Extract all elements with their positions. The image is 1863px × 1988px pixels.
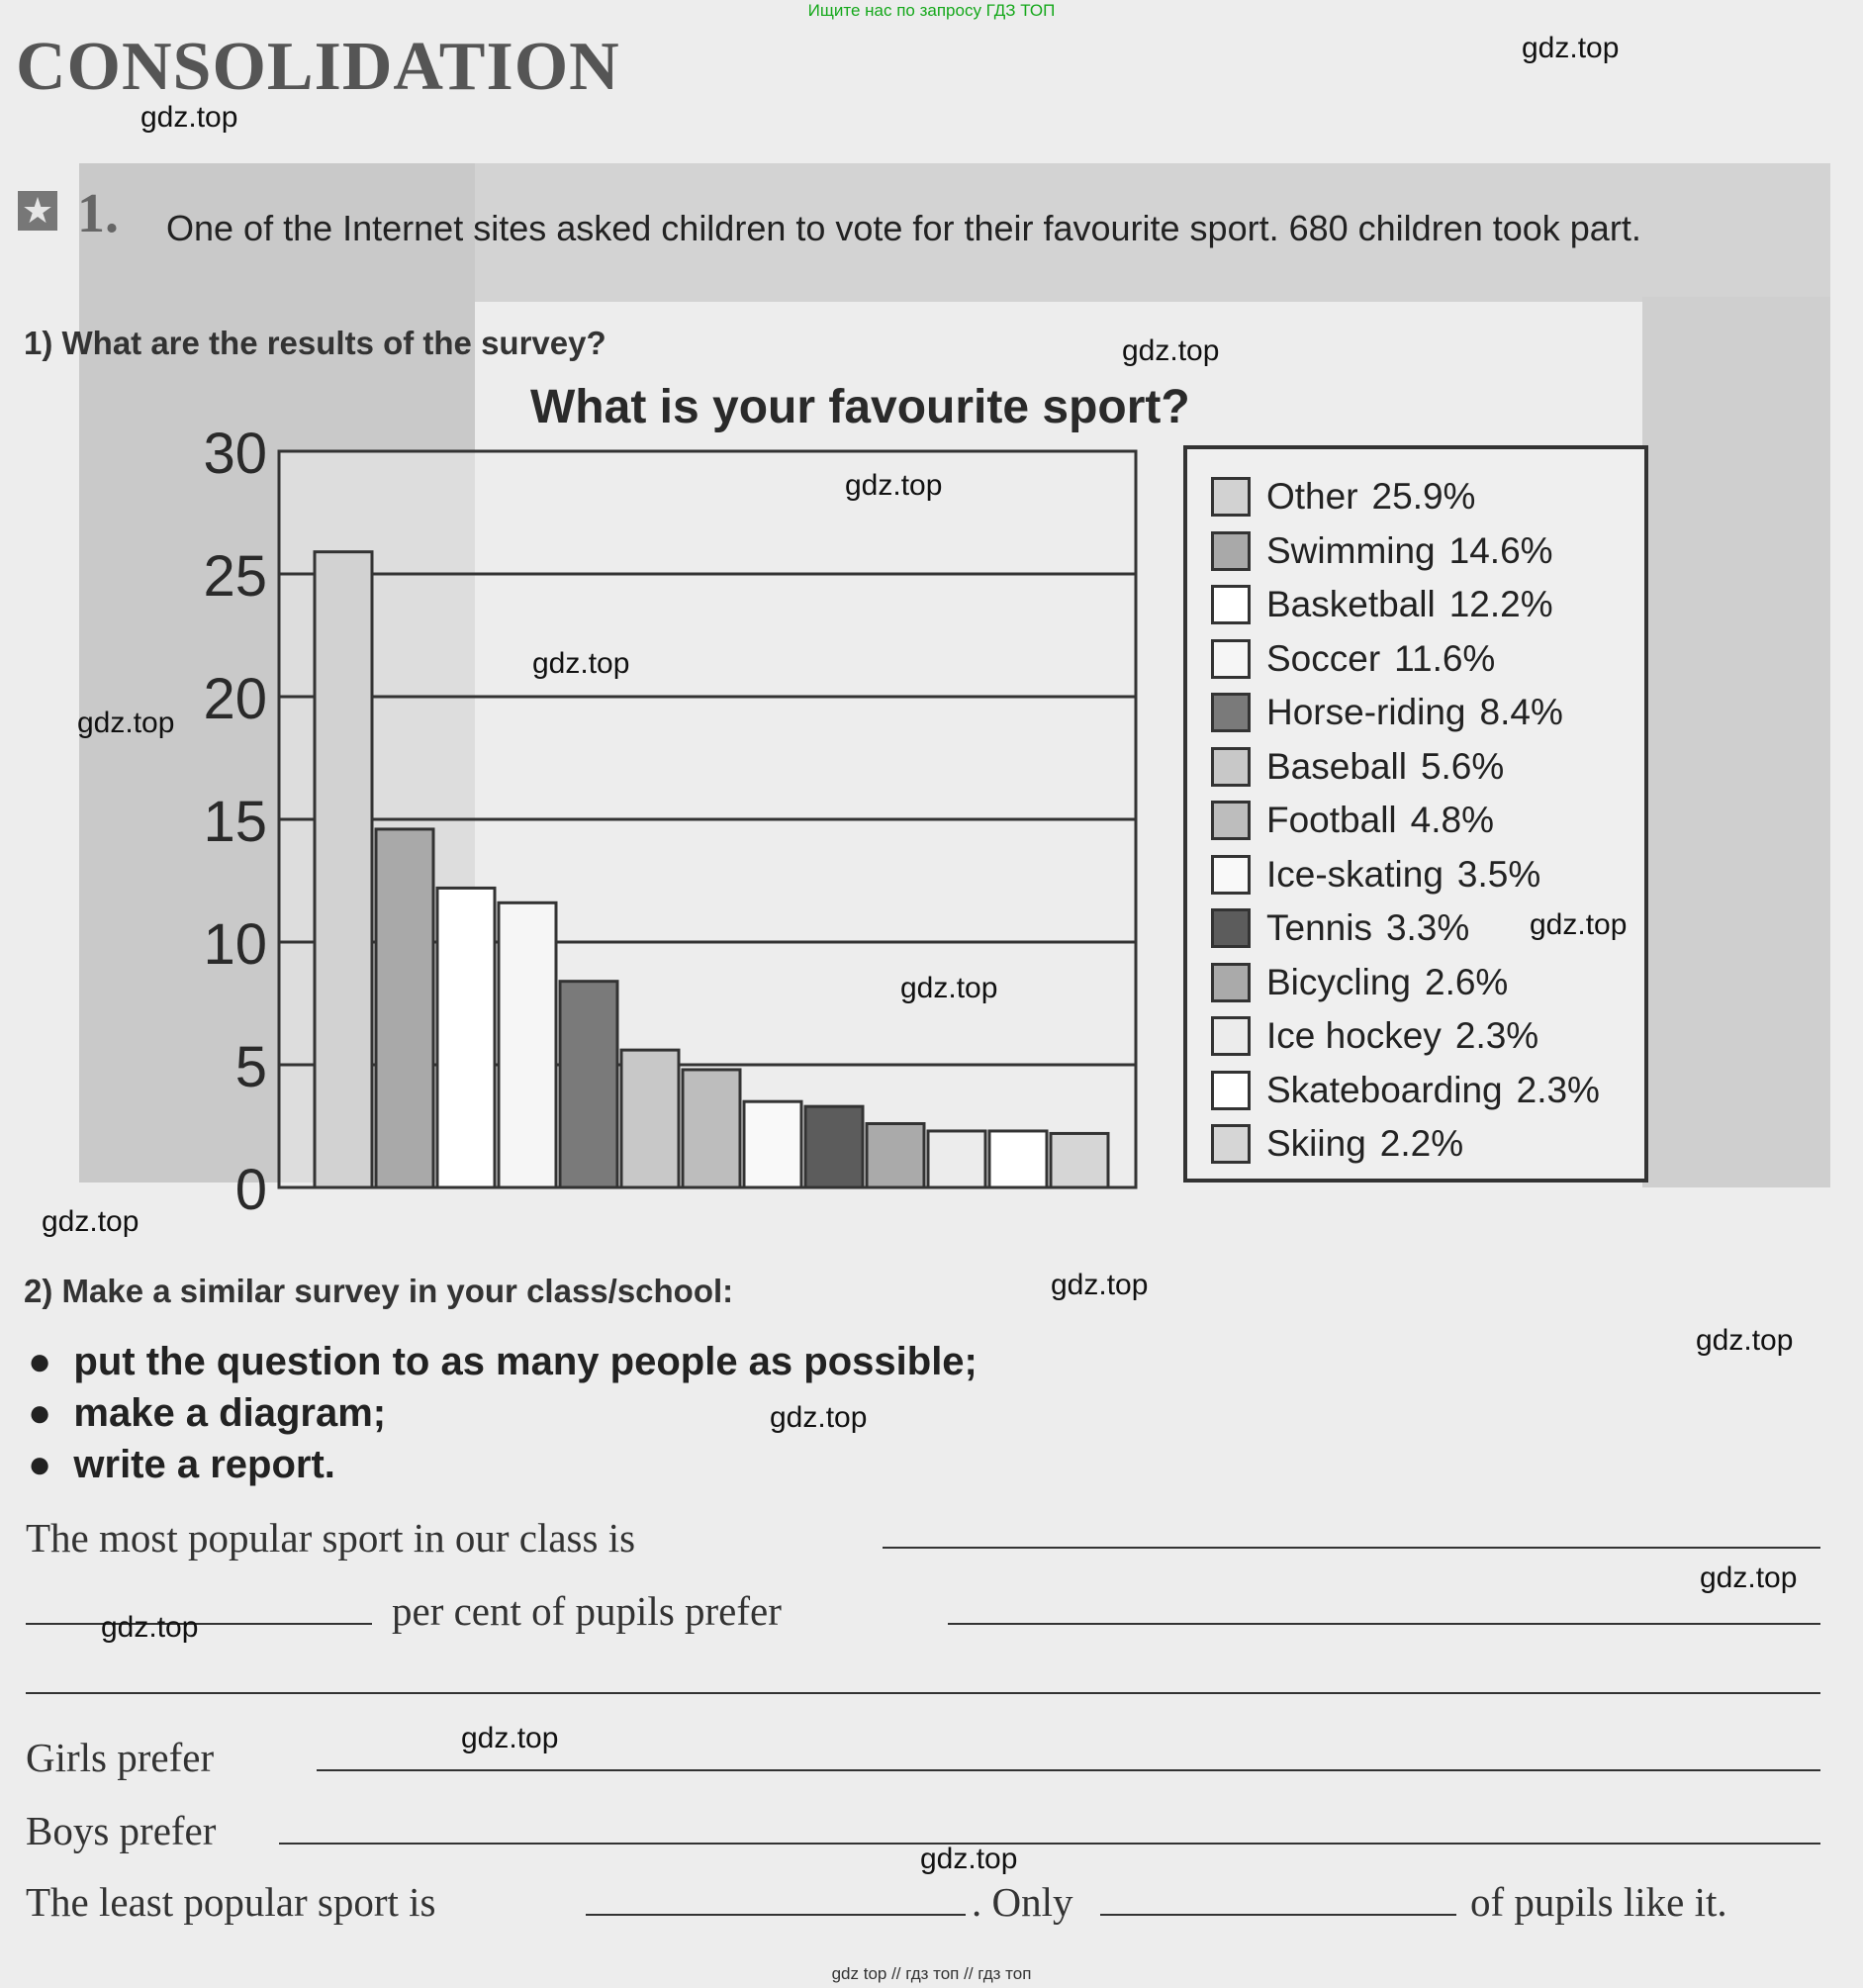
watermark: gdz.top [1122, 334, 1220, 367]
legend-item-bicycling [1211, 957, 1508, 1008]
chart-legend [1183, 445, 1648, 1183]
bar-tennis [805, 1106, 863, 1187]
legend-label: Basketball [1266, 584, 1436, 624]
bar-ice-skating [744, 1101, 801, 1187]
bar-bicycling [867, 1124, 924, 1187]
y-tick-5: 5 [234, 1035, 267, 1099]
bar-soccer [499, 902, 556, 1187]
legend-swatch [1211, 855, 1251, 895]
chart-y-tick-labels [203, 422, 267, 1222]
report-line-5b: . Only [972, 1879, 1073, 1925]
watermark: gdz.top [42, 1205, 140, 1238]
legend-swatch [1211, 963, 1251, 1002]
legend-percent: 2.2% [1379, 1123, 1464, 1164]
legend-label: Skateboarding [1266, 1069, 1503, 1110]
legend-swatch [1211, 908, 1251, 948]
watermark: gdz.top [140, 101, 238, 134]
page-title: CONSOLIDATION [16, 29, 620, 105]
y-tick-10: 10 [203, 912, 267, 977]
bullet-2 [28, 1391, 386, 1436]
watermark: gdz.top [845, 469, 943, 502]
legend-swatch [1211, 1124, 1251, 1164]
legend-swatch [1211, 747, 1251, 787]
legend-swatch [1211, 801, 1251, 840]
bar-skiing [1051, 1133, 1108, 1187]
legend-item-baseball [1211, 741, 1504, 793]
legend-swatch [1211, 693, 1251, 732]
question-1: 1) What are the results of the survey? [24, 325, 606, 361]
report-line-1: The most popular sport in our class is [26, 1515, 636, 1561]
legend-item-skiing [1211, 1118, 1463, 1170]
legend-item-ice-skating [1211, 849, 1540, 900]
watermark: gdz.top [920, 1843, 1018, 1875]
watermark: gdz.top [1522, 32, 1620, 64]
bullet-dot: ● [28, 1443, 74, 1486]
legend-percent: 25.9% [1371, 476, 1476, 517]
bullet-text-2: make a diagram; [73, 1391, 387, 1435]
bullet-text-3: write a report. [73, 1443, 335, 1486]
bar-swimming [376, 829, 433, 1187]
blank-most-popular[interactable] [883, 1547, 1820, 1549]
legend-label: Swimming [1266, 529, 1436, 571]
watermark: gdz.top [77, 707, 175, 739]
y-tick-25: 25 [203, 544, 267, 609]
exercise-number: 1. [77, 183, 119, 244]
legend-swatch [1211, 639, 1251, 679]
legend-percent: 8.4% [1479, 692, 1563, 732]
legend-percent: 11.6% [1394, 637, 1496, 679]
blank-girls-prefer[interactable] [317, 1769, 1820, 1771]
bar-baseball [621, 1050, 679, 1187]
legend-item-horse-riding [1211, 687, 1563, 738]
watermark: gdz.top [900, 972, 998, 1004]
watermark: gdz.top [101, 1611, 199, 1644]
legend-swatch [1211, 1016, 1251, 1056]
legend-percent: 3.5% [1456, 853, 1541, 895]
bullet-3 [28, 1443, 335, 1487]
legend-item-other [1211, 471, 1475, 522]
watermark: gdz.top [1696, 1324, 1794, 1357]
legend-label: Tennis [1266, 907, 1372, 948]
watermark: gdz.top [461, 1722, 559, 1754]
blank-least-percent[interactable] [1100, 1914, 1456, 1916]
legend-percent: 12.2% [1448, 584, 1553, 624]
legend-swatch [1211, 1071, 1251, 1110]
bullet-dot: ● [28, 1391, 74, 1435]
legend-percent: 4.8% [1410, 800, 1494, 840]
bar-football [683, 1070, 740, 1187]
legend-label: Football [1266, 800, 1397, 840]
chart-title: What is your favourite sport? [530, 381, 1190, 433]
legend-label: Ice hockey [1266, 1015, 1442, 1056]
watermark: gdz.top [1530, 908, 1628, 941]
question-2: 2) Make a similar survey in your class/school: [24, 1273, 734, 1309]
bullet-dot: ● [28, 1340, 74, 1383]
legend-label: Horse-riding [1266, 692, 1466, 732]
blank-sport-preferred[interactable] [948, 1623, 1820, 1625]
legend-label: Baseball [1266, 745, 1407, 787]
y-tick-20: 20 [203, 667, 267, 731]
legend-percent: 5.6% [1420, 745, 1505, 787]
legend-label: Skiing [1266, 1123, 1366, 1164]
blank-boys-prefer[interactable] [279, 1843, 1820, 1845]
legend-item-football [1211, 795, 1494, 846]
blank-least-popular[interactable] [586, 1914, 966, 1916]
legend-swatch [1211, 585, 1251, 624]
legend-label: Soccer [1266, 637, 1381, 679]
legend-item-basketball [1211, 579, 1553, 630]
bar-ice-hockey [928, 1131, 985, 1187]
legend-item-ice-hockey [1211, 1010, 1538, 1062]
report-line-2: per cent of pupils prefer [392, 1588, 782, 1634]
watermark: gdz.top [770, 1401, 868, 1434]
blank-percent[interactable] [26, 1623, 372, 1625]
bottom-link[interactable]: gdz top // гдз топ // гдз топ [831, 1964, 1032, 1983]
legend-item-skateboarding [1211, 1065, 1600, 1116]
bullet-1 [28, 1340, 978, 1384]
report-line-5a: The least popular sport is [26, 1879, 436, 1925]
bar-horse-riding [560, 982, 617, 1187]
y-tick-0: 0 [234, 1158, 267, 1222]
bar-basketball [437, 888, 495, 1187]
star-icon: ★ [18, 191, 57, 231]
legend-percent: 3.3% [1385, 907, 1470, 948]
bullet-text-1: put the question to as many people as possible; [73, 1340, 978, 1383]
watermark: gdz.top [1700, 1562, 1798, 1594]
legend-percent: 2.3% [1454, 1015, 1539, 1056]
legend-label: Ice-skating [1266, 853, 1444, 895]
legend-percent: 2.3% [1516, 1069, 1600, 1110]
legend-item-tennis [1211, 902, 1469, 954]
top-search-link[interactable]: Ищите нас по запросу ГДЗ ТОП [807, 1, 1056, 20]
legend-swatch [1211, 477, 1251, 517]
report-line-3: Girls prefer [26, 1735, 215, 1780]
legend-label: Other [1266, 476, 1358, 517]
blank-continuation[interactable] [26, 1692, 1820, 1694]
legend-percent: 2.6% [1425, 961, 1509, 1002]
watermark: gdz.top [532, 647, 630, 680]
watermark: gdz.top [1051, 1269, 1149, 1301]
legend-item-soccer [1211, 633, 1495, 685]
y-tick-30: 30 [203, 422, 267, 486]
exercise-intro: One of the Internet sites asked children to vote for their favourite sport. 680 children took part. [166, 208, 1641, 248]
legend-item-swimming [1211, 525, 1553, 577]
y-tick-15: 15 [203, 790, 267, 854]
bar-skateboarding [989, 1131, 1047, 1187]
report-line-4: Boys prefer [26, 1808, 217, 1853]
legend-label: Bicycling [1266, 961, 1411, 1002]
bar-other [315, 552, 372, 1187]
legend-swatch [1211, 531, 1251, 571]
legend-percent: 14.6% [1448, 529, 1553, 571]
report-line-5c: of pupils like it. [1470, 1879, 1727, 1925]
